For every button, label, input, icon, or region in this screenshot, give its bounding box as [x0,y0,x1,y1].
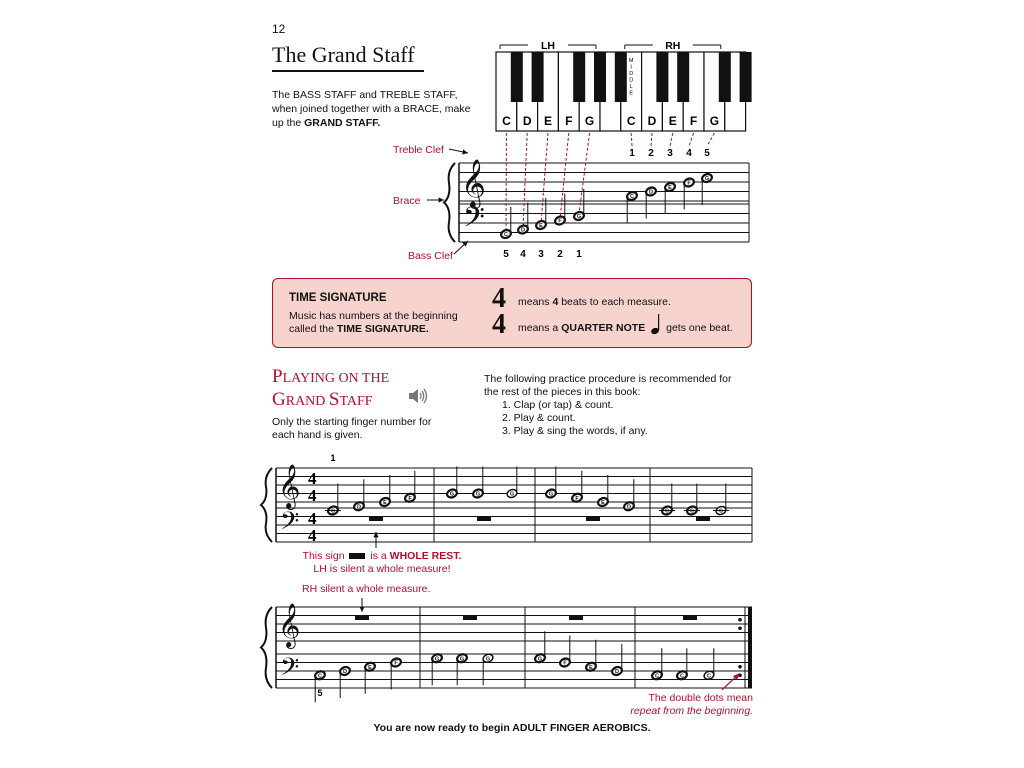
rh-silent-arrow-head [359,607,364,612]
note-G [431,653,443,685]
whole-rest [683,616,697,620]
footer-text: You are now ready to begin ADULT FINGER AEROBICS. [373,722,651,734]
note-letter: C [655,673,659,680]
note-letter: D [649,189,653,196]
double-dots-line2: repeat from the beginning. [630,705,753,717]
finger-number: 3 [538,249,544,260]
middle-c-label: I [630,64,632,71]
middle-c-label: D [629,71,634,77]
repeat-dot [738,665,742,669]
note-E [597,475,609,507]
ts-top-number: 4 [492,283,506,314]
finger-number: 4 [686,148,692,159]
finger-number: 4 [520,249,526,260]
black-key [740,52,752,102]
note-letter: E [668,185,672,192]
whole-rest [463,616,477,620]
ts-line1-post: beats to each measure. [558,296,671,308]
key-label: D [647,114,657,128]
black-key [573,52,585,102]
brace [444,163,455,242]
note-letter: C [719,508,723,515]
sys1-time-bottom: 4 [308,526,317,545]
whole-rest [586,517,600,521]
note-G [506,467,518,499]
note-letter: E [589,664,593,671]
heading-l2-rest: RAND [285,394,329,409]
note-letter: E [539,223,543,230]
key-label: F [689,114,698,128]
guide-line [670,133,673,146]
note-letter: E [368,664,372,671]
black-key [656,52,668,102]
procedure-step: 1. Clap (or tap) & count. [502,399,614,411]
whole-rest [477,517,491,521]
treble-clef-icon: 𝄞 [278,464,301,508]
guide-line [523,133,527,229]
finger-number: 1 [629,148,635,159]
note-G [446,467,458,499]
note-E [585,640,597,672]
whole-rest [569,616,583,620]
ts-text-part: Music has numbers at the beginning called the [289,310,458,335]
note-letter: F [575,495,579,502]
page-title: The Grand Staff [272,42,415,67]
finger-number: 5 [704,148,710,159]
note-D [611,644,623,676]
note-letter: D [343,669,347,676]
brace [261,607,272,688]
note-D [339,666,351,698]
note-letter: F [687,180,691,187]
rh-bracket-label: RH [665,40,681,52]
key-label: E [543,114,553,128]
ts-line1-pre: means [518,296,553,308]
note-letter: G [434,656,440,663]
note-letter: D [615,669,619,676]
note-F [571,471,583,503]
note-letter: F [408,495,412,502]
sys1-time-top: 4 [308,469,317,488]
bass-clef-label: Bass Clef [408,250,453,262]
rh-silent-note: RH silent a whole measure. [302,583,431,595]
black-key [532,52,544,102]
note-E [364,661,376,693]
rest-note-line2: LH is silent a whole measure! [313,563,451,575]
sys1-time-top: 4 [308,509,317,528]
note-letter: D [357,504,361,511]
finger-number: 2 [557,249,563,260]
note-F [404,471,416,503]
key-label: C [626,114,636,128]
ts-line2-post: gets one beat. [663,322,733,334]
note-F [554,194,566,226]
note-F [683,177,695,209]
guide-line [689,133,694,146]
note-E [535,198,547,230]
treble-clef-icon: 𝄞 [278,603,301,647]
note-letter: C [707,673,711,680]
note-letter: F [563,660,567,667]
repeat-bar-thick [748,607,752,688]
bass-clef-icon: 𝄢 [280,653,300,688]
ts-bottom-number: 4 [492,309,506,340]
finger-number: 5 [503,249,509,260]
treble-clef-label: Treble Clef [393,144,444,156]
note-letter: G [475,491,481,498]
note-letter: C [331,508,335,515]
intro-text-part: The BASS STAFF and TREBLE STAFF, when joined together with a BRACE, make up the [272,89,471,129]
finger-number: 1 [576,249,582,260]
rest-note-post: is a [367,550,390,562]
guide-line [631,133,632,146]
note-C [626,191,638,223]
middle-c-label: M [628,58,634,64]
sys2-start-finger: 5 [317,688,323,698]
procedure-step: 2. Play & count. [502,412,576,424]
repeat-dot [738,618,742,622]
note-letter: C [630,194,634,201]
brace [261,468,272,542]
note-letter: G [704,176,710,183]
finger-number: 2 [648,148,654,159]
note-letter: G [449,491,455,498]
starting-finger-note: Only the starting finger number for each hand is given. [272,416,432,441]
note-letter: G [537,656,543,663]
note-D [623,479,635,511]
note-G [482,653,494,685]
treble-clef-arrow-head [462,149,468,154]
intro-text-bold: GRAND STAFF. [304,117,381,129]
brace-label: Brace [393,195,421,207]
note-letter: C [318,673,322,680]
time-signature-title: TIME SIGNATURE [289,292,387,304]
note-G [472,467,484,499]
whole-rest [369,517,383,521]
note-D [353,479,365,511]
note-letter: G [576,214,582,221]
note-letter: C [504,232,508,239]
brace-arrow-head [439,197,444,202]
key-label: C [502,114,511,128]
heading-l2-rest2: TAFF [339,394,373,409]
sys1-time-bottom: 4 [308,486,317,505]
note-letter: E [383,500,387,507]
note-letter: C [690,508,694,515]
black-key [511,52,523,102]
note-G [456,653,468,685]
heading-l1-first: P [272,366,283,387]
key-label: G [584,114,595,128]
note-letter: D [521,227,525,234]
black-key [594,52,606,102]
note-letter: D [627,504,631,511]
note-E [379,475,391,507]
middle-c-label: L [629,84,633,90]
note-C [676,648,688,680]
guide-line [541,133,548,224]
whole-rest [355,616,369,620]
key-label: E [668,114,677,128]
note-C [703,648,715,680]
note-letter: C [680,673,684,680]
note-letter: E [601,500,605,507]
note-letter: F [394,660,398,667]
bass-clef-icon: 𝄢 [280,507,300,542]
note-F [390,657,402,689]
heading-l2-first: G [272,389,286,410]
key-label: G [709,114,720,128]
treble-clef-icon: 𝄞 [461,158,486,207]
procedure-intro: The following practice procedure is recommended for the rest of the pieces in this book: [484,373,732,398]
note-letter: C [665,508,669,515]
finger-number: 3 [667,148,673,159]
middle-c-label: E [629,90,634,97]
key-label: D [522,114,532,128]
heading-l1-rest: LAYING ON THE [282,371,390,386]
black-key [615,52,627,102]
rest-note-pre: This sign [302,550,348,562]
black-key [677,52,689,102]
note-letter: G [485,656,491,663]
note-E [664,182,676,214]
key-label: F [565,114,573,128]
note-G [545,467,557,499]
whole-rest [696,517,710,521]
middle-c-label: D [629,77,634,84]
heading-l2-first2: S [328,389,340,410]
lh-bracket-label: LH [541,40,555,52]
procedure-step: 3. Play & sing the words, if any. [502,425,648,437]
page-number: 12 [272,22,286,36]
note-F [559,636,571,668]
black-key [719,52,731,102]
note-G [573,189,585,221]
note-G [534,631,546,663]
ts-line1-bold: 4 [552,296,559,308]
rest-note-bold: WHOLE REST. [389,550,462,562]
note-G [701,173,713,205]
note-letter: G [459,656,465,663]
repeat-dot [738,626,742,630]
ts-line2-pre: means a [518,322,562,334]
double-dots-line1: The double dots mean [648,692,753,704]
note-letter: G [548,491,554,498]
bass-clef-icon: 𝄢 [463,201,485,241]
sys1-start-finger: 1 [330,453,336,463]
guide-line [651,133,652,146]
ts-line2-bold: QUARTER NOTE [561,322,646,334]
note-C [651,648,663,680]
guide-line [707,133,714,146]
whole-rest-arrow-head [373,532,378,537]
note-letter: F [558,218,562,225]
note-letter: G [509,491,515,498]
ts-text-bold: TIME SIGNATURE. [336,323,429,335]
